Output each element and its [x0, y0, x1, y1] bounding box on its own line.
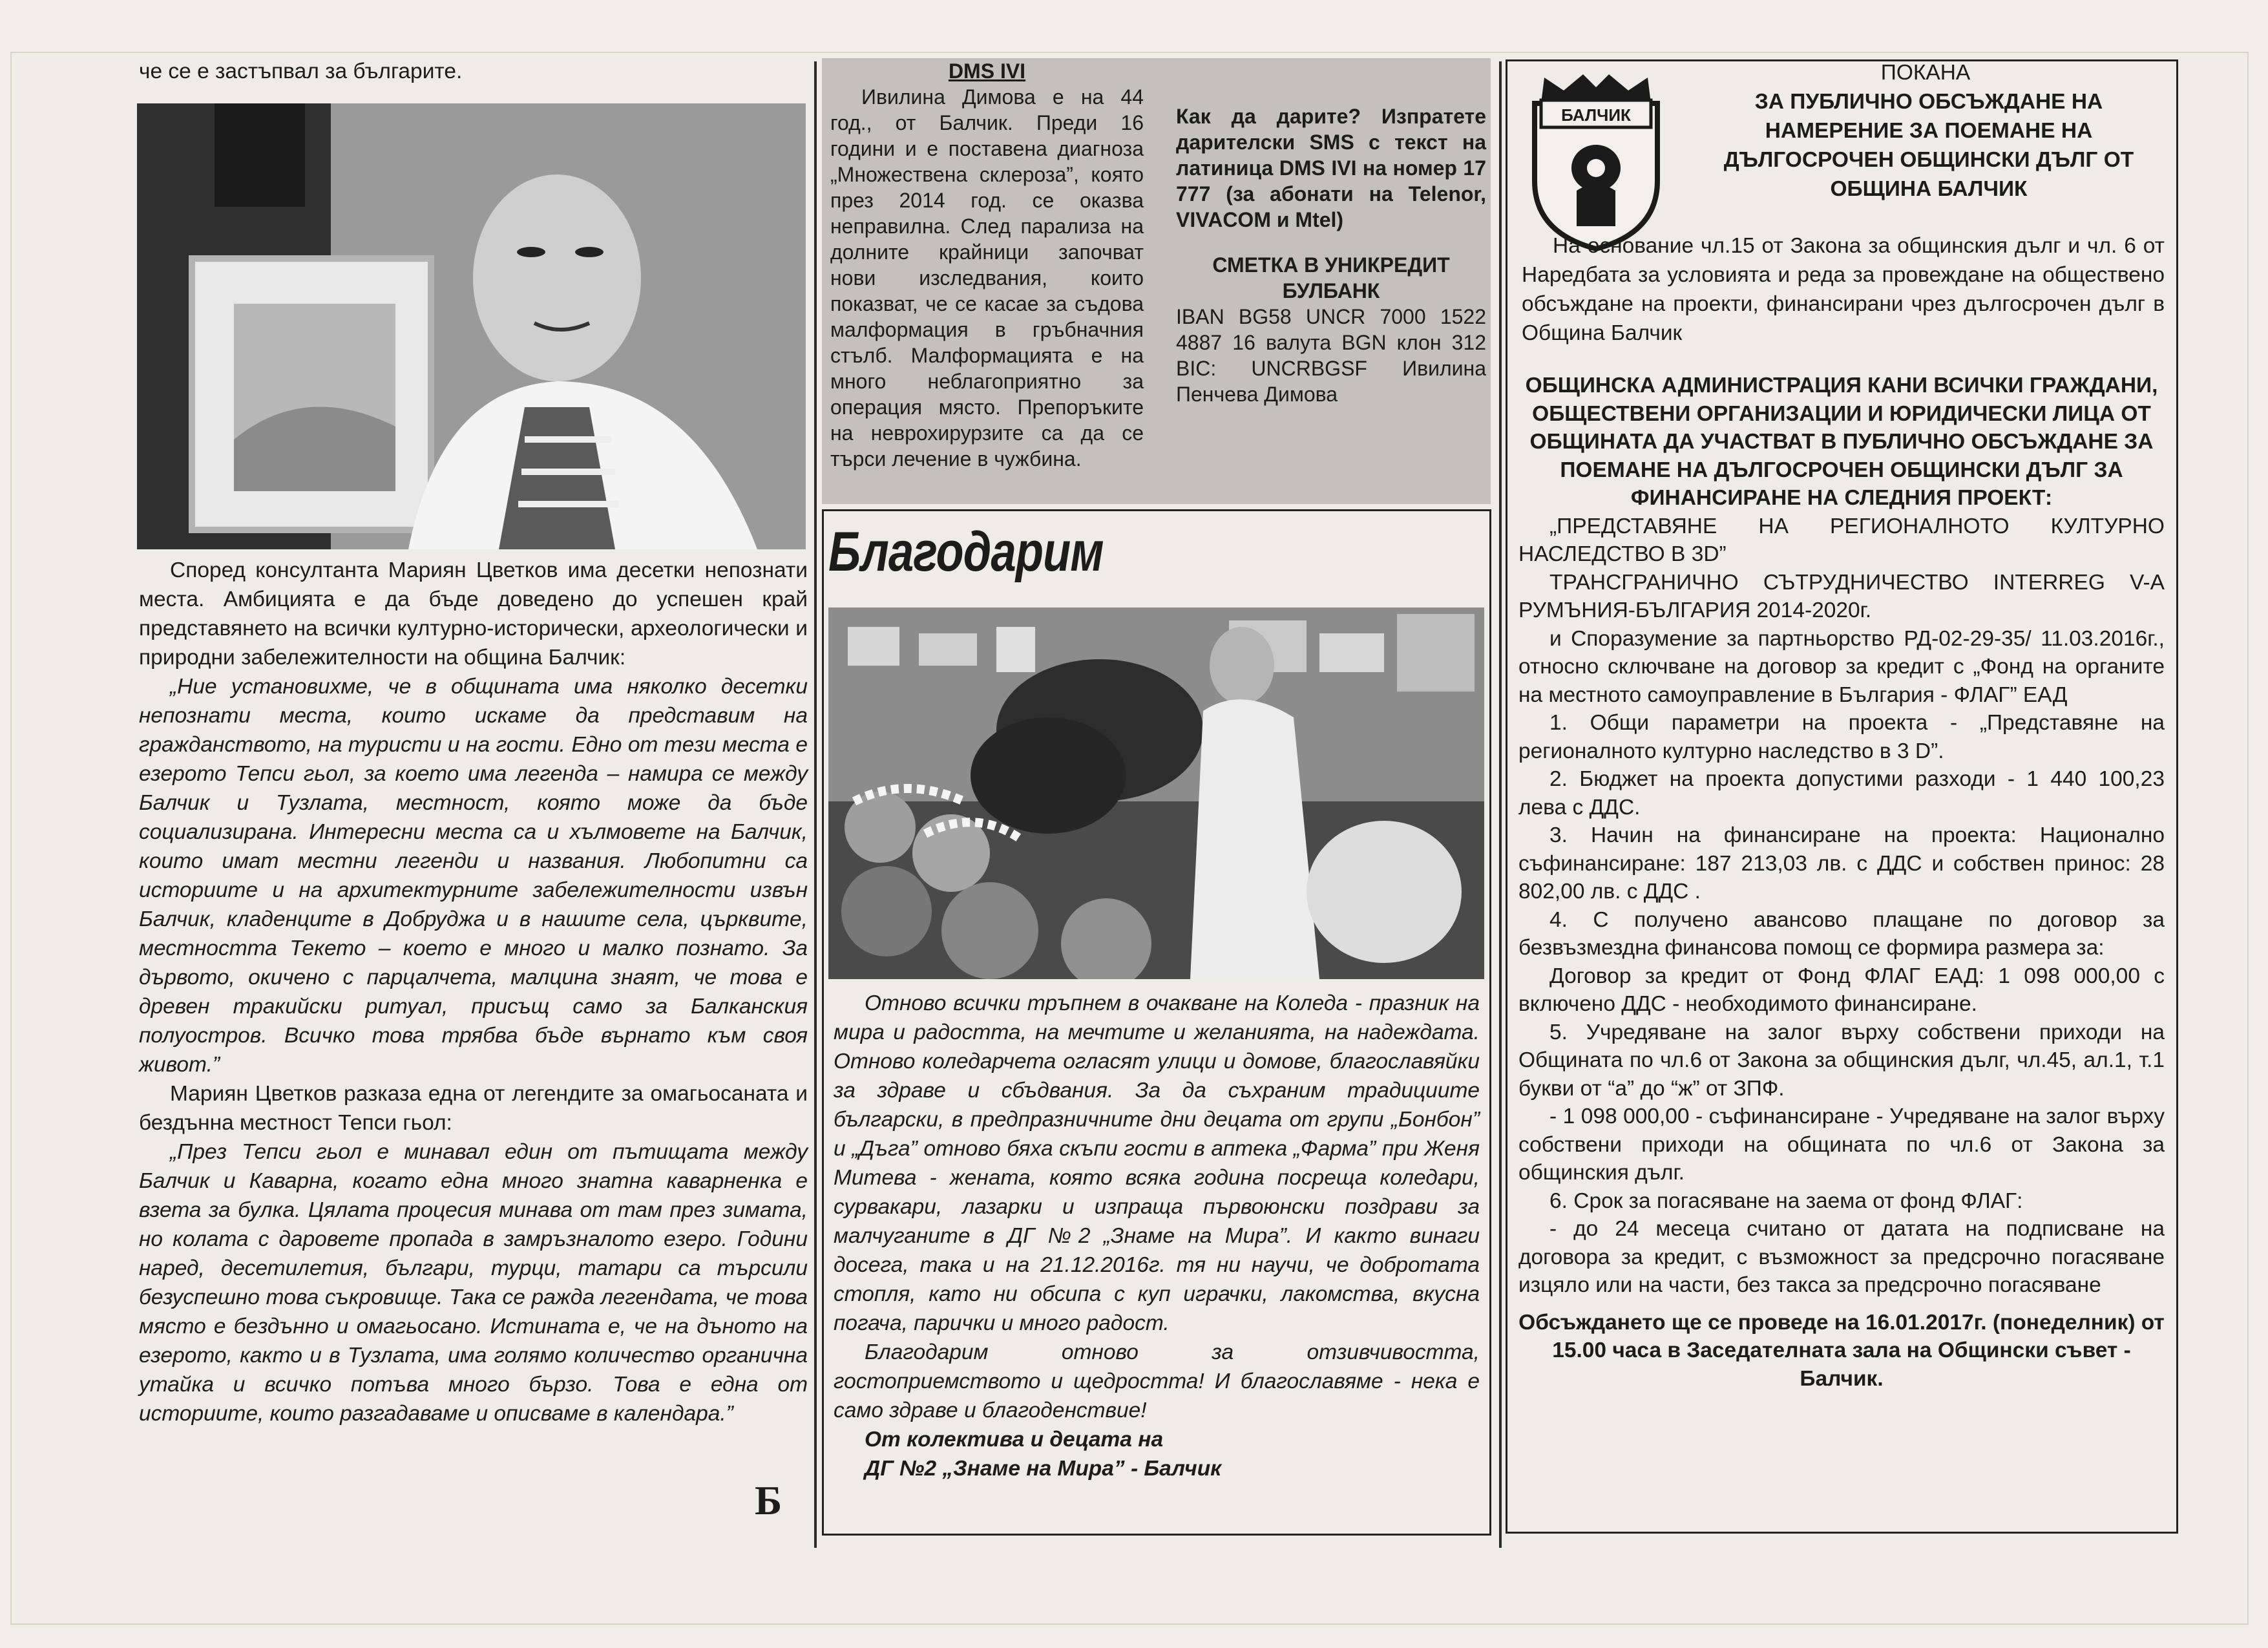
left-article-body	[139, 556, 808, 1428]
left-quote-1: „Ние установихме, че в общината има няколко десетки непознати места, които искаме да представим на гражданството, на туристи и на гости. Едно от тези места е езерото Тепси гьол, за което има легенда – намира се между Балчик и Тузлата, местност, която може да бъде социализирана. Интересни места са и хълмовете на Балчик, които имат местни легенди и названия. Любопитни са историите и на архитектурните забележителности извън Балчик, кладенците в Добруджа и в нашите села, църквите, местността Текето – което е много и малко познато. За дървото, окичено с парцалчета, малцина знаят, че това е древен тракийски ритуал, присъщ само за Балканския полуостров. Всичко това трябва бъде върнато към своя живот.”	[139, 675, 808, 1077]
notice-item-6b: - до 24 месеца считано от датата на подписване на договора за кредит, с възможност за предсрочно погасяване изцяло или на части, без такса за предсрочно погасяване	[1518, 1217, 2165, 1297]
thanks-sign-1: От колектива и децата на	[865, 1428, 1164, 1452]
notice-item-1: 1. Общи параметри на проекта - „Представяне на регионалното културно наследство в 3 D”.	[1518, 711, 2165, 763]
notice-title-1: ПОКАНА	[1880, 61, 1971, 85]
notice-invite: ОБЩИНСКА АДМИНИСТРАЦИЯ КАНИ ВСИЧКИ ГРАЖДАНИ, ОБЩЕСТВЕНИ ОРГАНИЗАЦИИ И ЮРИДИЧЕСКИ ЛИЦА ОТ ОБЩИНАТА ДА УЧАСТВАТ В ПУБЛИЧНО ОБСЪЖДАНЕ ЗА ПОЕМАНЕ НА ДЪЛГОСРОЧЕН ОБЩИНСКИ ДЪЛГ ЗА ФИНАНСИРАНЕ НА СЛЕДНИЯ ПРОЕКТ:	[1525, 374, 2158, 510]
left-top-line: че се е застъпвал за българите.	[139, 59, 463, 83]
notice-item-4: 4. С получено авансово плащане по договор за безвъзмездна финансова помощ се формира размера за:	[1518, 907, 2165, 960]
coat-of-arms-shield-icon	[1525, 65, 1667, 252]
notice-title-2: ЗА ПУБЛИЧНО ОБСЪЖДАНЕ НА НАМЕРЕНИЕ ЗА ПОЕМАНЕ НА ДЪЛГОСРОЧЕН ОБЩИНСКИ ДЪЛГ ОТ ОБЩИНА БАЛЧИК	[1723, 90, 2134, 201]
dms-body: Ивилина Димова е на 44 год., от Балчик. Преди 16 години и е поставена диагноза „Множествена склероза”, която през 2014 год. се оказва неправилна. След парализа на долните крайници започват нови изследвания, които показват, че се касае за съдова малформация в гръбначния стълб. Малформацията е на много неблагоприятно за операция място. Препоръките на неврохирурзите са да се търси лечение в чужбина.	[830, 85, 1144, 470]
notice-programme: ТРАНСГРАНИЧНО СЪТРУДНИЧЕСТВО INTERREG V-A РУМЪНИЯ-БЪЛГАРИЯ 2014-2020г.	[1518, 570, 2165, 622]
notice-item-2: 2. Бюджет на проекта допустими разходи - 1 440 100,23 лева с ДДС.	[1518, 767, 2165, 819]
notice-item-4b: Договор за кредит от Фонд ФЛАГ ЕАД: 1 098 000,00 с включено ДДС - необходимото финансиране.	[1518, 964, 2165, 1016]
pharmacy-illustration	[828, 607, 1484, 979]
column-rule-1	[814, 61, 817, 1548]
thanks-body: Отново всички тръпнем в очакване на Коледа - празник на мира и радостта, на мечтите и желанията, на надеждата. Отново коледарчета огласят улици и домове, благославяйки за здраве и сбъдвания. За да съхраним традициите български, в предпразничните дни децата от групи „Бонбон” и „Дъга” отново бяха скъпи гости в аптека „Фарма” при Женя Митева - жената, която всяка година посреща коледари, сурвакари, лазарки и изпраща първоюнски поздрави за малчуганите в ДГ №2 „Знаме на Мира”. И както винаги досега, така и на 21.12.2016г. тя ни научи, че добротата стопля, като ни обсипа с куп играчки, лакомства, вкусна погача, парички и много радост.	[834, 991, 1480, 1335]
balchik-coat-of-arms	[1525, 65, 1667, 252]
dms-column-left	[830, 58, 1144, 472]
coat-of-arms-label: БАЛЧИК	[1561, 105, 1631, 125]
pharmacy-photo	[828, 607, 1484, 979]
left-caption: Според консултанта Мариян Цветков има десетки непознати места. Амбицията е да бъде доведено до успешен край представянето на всички културно-исторически, археологически и природни забележителности на община Балчик:	[139, 558, 808, 670]
notice-project: „ПРЕДСТАВЯНЕ НА РЕГИОНАЛНОТО КУЛТУРНО НАСЛЕДСТВО В 3D”	[1518, 514, 2165, 566]
left-paragraph-2: Мариян Цветков разказа една от легендите за омагьосаната и бездънна местност Тепси гьол:	[139, 1082, 808, 1135]
dms-bank-title: СМЕТКА В УНИКРЕДИТ БУЛБАНК	[1212, 253, 1450, 302]
dms-title: DMS IVI	[948, 59, 1026, 83]
notice-agreement: и Споразумение за партньорство РД-02-29-35/ 11.03.2016г., относно сключване на договор за кредит с „Фонд на органите на местното самоуправление в България - ФЛАГ” ЕАД	[1518, 626, 2165, 707]
portrait-illustration	[137, 103, 806, 549]
thanks-headline: Благодарим	[828, 521, 1104, 583]
dms-column-right	[1176, 58, 1486, 407]
section-signature-mark: Б	[755, 1477, 782, 1523]
dms-bank-details: IBAN BG58 UNCR 7000 1522 4887 16 валута BGN клон 312 BIC: UNCRBGSF Ивилина Пенчева Димова	[1176, 305, 1486, 406]
notice-item-5: 5. Учредяване на залог върху собствени приходи на Общината по чл.6 от Закона за общинския дълг, чл.45, ал.1, т.1 букви от “а” до “ж” от ЗПФ.	[1518, 1020, 2165, 1101]
notice-body	[1518, 372, 2165, 1393]
dms-donate-instructions: Как да дарите? Изпратете дарителски SMS с текст на латиница DMS IVI на номер 17 777 (за абонати на Telenor, VIVACOM и Mtel)	[1176, 105, 1486, 231]
portrait-photo	[137, 103, 806, 549]
notice-item-3: 3. Начин на финансиране на проекта: Национално съфинансиране: 187 213,03 лв. с ДДС и собствен принос: 28 802,00 лв. с ДДС .	[1518, 823, 2165, 903]
thanks-article	[834, 989, 1480, 1483]
notice-item-5b: - 1 098 000,00 - съфинансиране - Учредяване на залог върху собствени приходи на общината по чл.6 от Закона за общинския дълг.	[1518, 1104, 2165, 1185]
notice-closing: Обсъждането ще се проведе на 16.01.2017г. (понеделник) от 15.00 часа в Заседателната зала на Общински съвет - Балчик.	[1518, 1310, 2165, 1391]
notice-item-6: 6. Срок за погасяване на заема от фонд ФЛАГ:	[1549, 1188, 2023, 1213]
column-rule-2	[1499, 61, 1502, 1548]
thanks-body-2: Благодарим отново за отзивчивостта, гостоприемството и щедростта! И благославяме - нека е само здраве и благоденствие!	[834, 1340, 1480, 1422]
notice-basis: На основание чл.15 от Закона за общинския дълг и чл. 6 от Наредбата за условията и реда за провеждане на обществено обсъждане на проекти, финансирани чрез дългосрочен дълг в Община Балчик	[1522, 234, 2165, 345]
thanks-sign-2: ДГ №2 „Знаме на Мира” - Балчик	[865, 1457, 1222, 1481]
left-quote-2: „През Тепси гьол е минавал един от пътищата между Балчик и Каварна, когато една много знатна каварненка е взета за булка. Цялата процесия минава от там през зимата, но колата с даровете пропада в замръзналото езеро. Години наред, десетилетия, българи, турци, татари са търсили безуспешно това съкровище. Така се ражда легендата, че това място е бездънно и омагьосано. Истината е, че на дъното на езерото, както и в Тузлата, има голямо количество органична утайка и всичко потъва много бързо. Това е една от историите, които разгадаваме и описваме в календара.”	[139, 1140, 808, 1426]
